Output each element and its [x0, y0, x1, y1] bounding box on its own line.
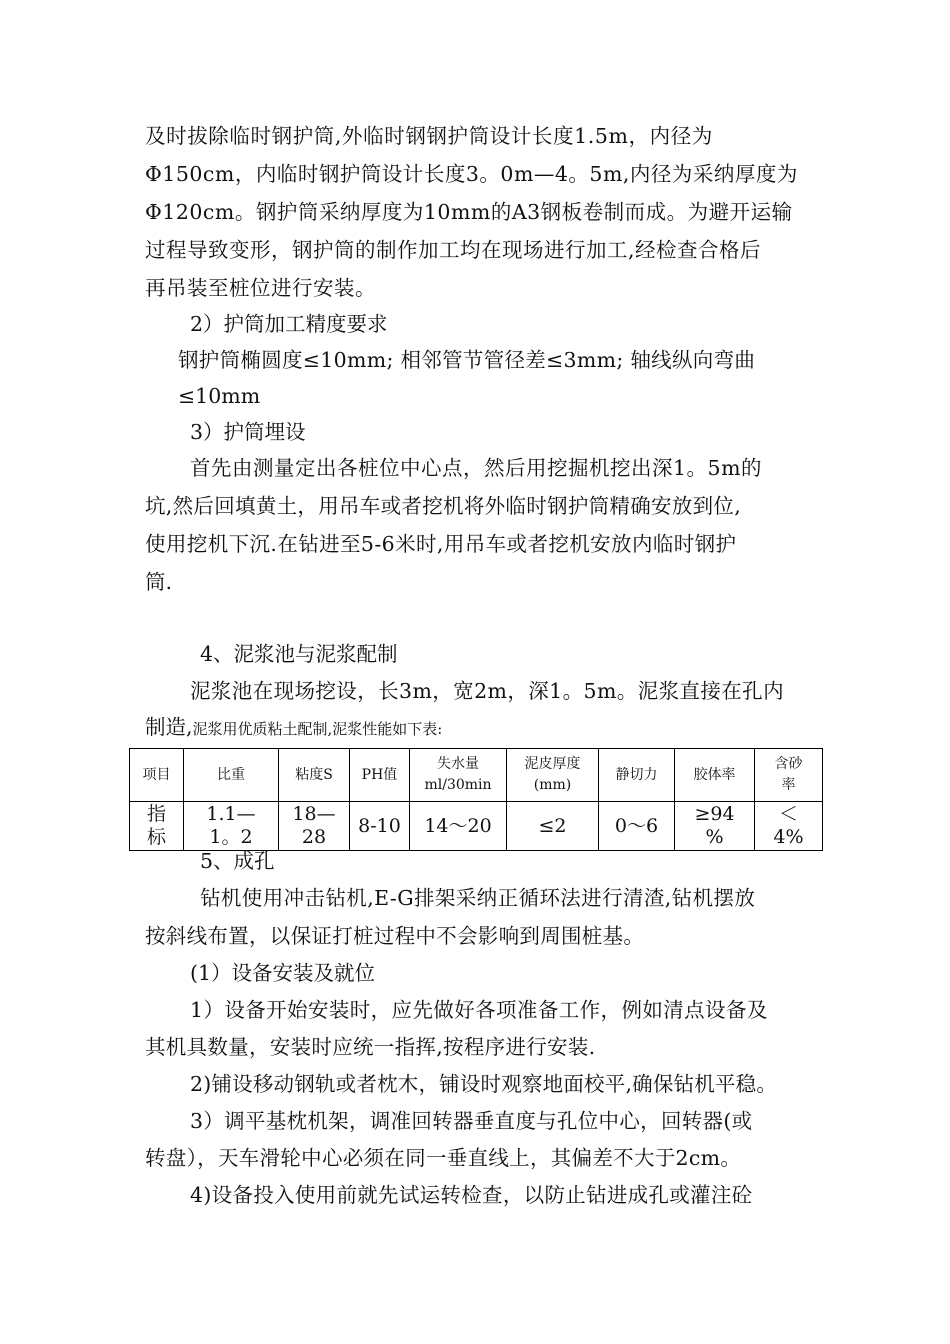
section-heading: 3）护筒埋设: [190, 420, 306, 444]
cell-text: 率: [781, 777, 796, 793]
table-header-cell: 粘度S: [279, 749, 350, 802]
para-line: 钻机使用冲击钻机,E-G排架采纳正循环法进行清渣,钻机摆放: [200, 886, 756, 910]
cell-text: 指: [146, 803, 166, 825]
table-cell: 14～20: [410, 802, 507, 851]
cell-text: 1。2: [209, 826, 253, 848]
cell-text: ＜: [778, 803, 798, 825]
table-cell: [130, 802, 184, 851]
table-cell: [755, 802, 823, 851]
section-heading: 4、泥浆池与泥浆配制: [200, 642, 398, 666]
cell-text: ml/30min: [424, 777, 492, 793]
para-line: 首先由测量定出各桩位中心点，然后用挖掘机挖出深1。5m的: [190, 456, 763, 480]
table-header-cell: PH值: [350, 749, 410, 802]
table-cell: [279, 802, 350, 851]
para-line: 4)设备投入使用前就先试运转检查，以防止钻进成孔或灌注砼: [190, 1183, 753, 1207]
table-header-cell: 胶体率: [675, 749, 755, 802]
para-line: 其机具数量，安装时应统一指挥,按程序进行安装.: [145, 1035, 596, 1059]
cell-text: ≥94: [694, 803, 735, 825]
para-line: 过程导致变形，钢护筒的制作加工均在现场进行加工,经检查合格后: [145, 238, 762, 262]
cell-text: 1.1—: [206, 803, 256, 825]
para-line: ≤10mm: [178, 384, 261, 408]
cell-text: 4%: [773, 826, 804, 848]
cell-text: 28: [301, 826, 327, 848]
para-line: 按斜线布置，以保证打桩过程中不会影响到周围桩基。: [145, 924, 645, 948]
para-text-small: 泥浆用优质粘土配制,泥浆性能如下表:: [192, 720, 443, 738]
para-line: 1）设备开始安装时，应先做好各项准备工作，例如清点设备及: [190, 998, 768, 1022]
table-cell: [184, 802, 279, 851]
cell-text: (mm): [533, 777, 572, 793]
table-cell: 8-10: [350, 802, 410, 851]
para-line: Φ150cm，内临时钢护筒设计长度3。0m—4。5m,内径为采纳厚度为: [145, 162, 798, 186]
table-cell: 0～6: [599, 802, 675, 851]
table-cell: ≤2: [507, 802, 599, 851]
para-line: [145, 713, 442, 743]
cell-text: 泥皮厚度: [524, 756, 581, 772]
para-line: 使用挖机下沉.在钻进至5-6米时,用吊车或者挖机安放内临时钢护: [145, 532, 737, 556]
cell-text: 失水量: [437, 756, 479, 772]
para-line: Φ120cm。钢护筒采纳厚度为10mm的A3钢板卷制而成。为避开运输: [145, 200, 793, 224]
table-header-cell: [507, 749, 599, 802]
table-header-cell: [410, 749, 507, 802]
para-line: 泥浆池在现场挖设，长3m，宽2m，深1。5m。泥浆直接在孔内: [190, 679, 784, 703]
section-heading: 5、成孔: [200, 849, 275, 873]
para-line: 3）调平基枕机架，调准回转器垂直度与孔位中心，回转器(或: [190, 1109, 753, 1133]
table-header-cell: 比重: [184, 749, 279, 802]
cell-text: 18—: [292, 803, 336, 825]
table-cell: [675, 802, 755, 851]
para-line: 筒.: [145, 570, 173, 594]
para-line: 及时拔除临时钢护筒,外临时钢钢护筒设计长度1.5m，内径为: [145, 124, 713, 148]
para-line: 钢护筒椭圆度≤10mm; 相邻管节管径差≤3mm; 轴线纵向弯曲: [178, 348, 756, 372]
para-line: 转盘），天车滑轮中心必须在同一垂直线上，其偏差不大于2cm。: [145, 1146, 742, 1170]
para-line: 坑,然后回填黄土，用吊车或者挖机将外临时钢护筒精确安放到位,: [145, 494, 742, 518]
section-heading: (1）设备安装及就位: [190, 961, 376, 985]
table-row: [130, 802, 823, 851]
mud-properties-table: [129, 748, 823, 851]
para-text: 制造,: [145, 715, 193, 739]
table-header-cell: 静切力: [599, 749, 675, 802]
para-line: 2)铺设移动钢轨或者枕木，铺设时观察地面校平,确保钻机平稳。: [190, 1072, 778, 1096]
cell-text: %: [705, 826, 724, 848]
cell-text: 标: [146, 826, 166, 848]
table-header-row: [130, 749, 823, 802]
table-header-cell: 项目: [130, 749, 184, 802]
section-heading: 2）护筒加工精度要求: [190, 312, 388, 336]
cell-text: 含砂: [774, 756, 803, 772]
para-line: 再吊装至桩位进行安装。: [145, 276, 376, 300]
table-header-cell: [755, 749, 823, 802]
